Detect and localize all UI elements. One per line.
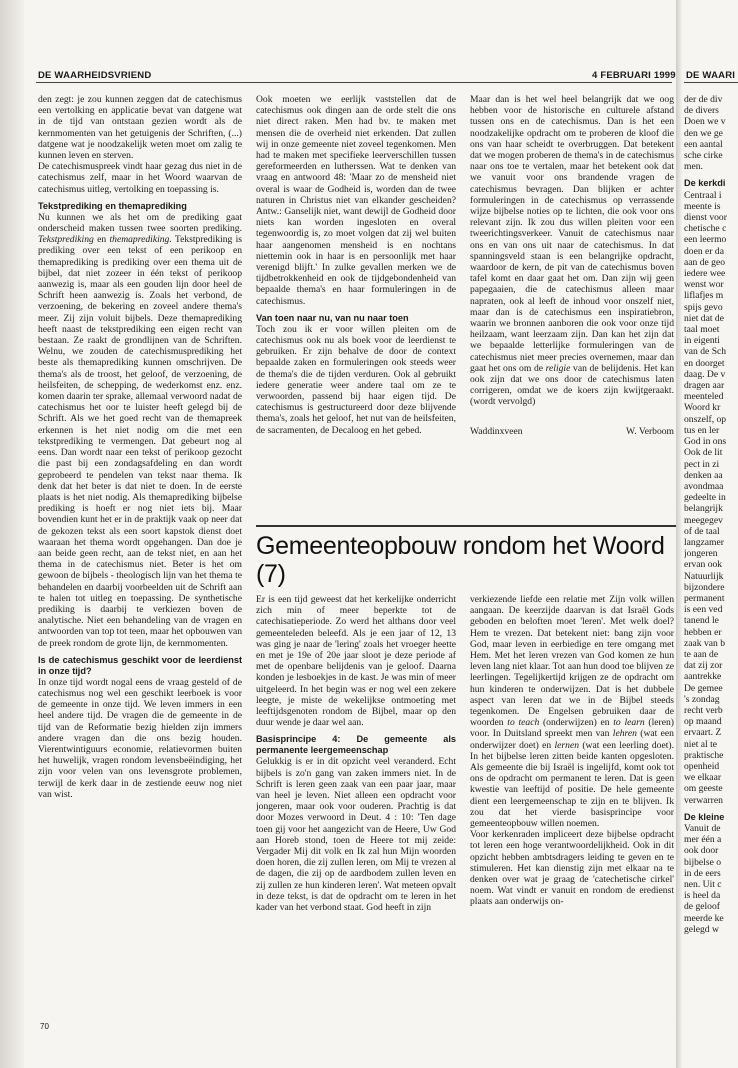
next-page-line: meenteled — [684, 391, 724, 403]
next-page-line: te aan de — [684, 648, 719, 660]
new-article-column-1 — [256, 594, 456, 1014]
publication-name: DE WAARHEIDSVRIEND — [38, 70, 152, 81]
next-page-line: meerde ke — [684, 912, 724, 924]
next-page-column — [684, 94, 738, 1054]
issue-date: 4 FEBRUARI 1999 — [592, 70, 676, 81]
next-page-line: openheid — [684, 760, 720, 772]
next-page-line: niet al te — [684, 738, 718, 750]
next-page-line: een leermo — [684, 234, 727, 246]
next-page-line: hebben er — [684, 626, 722, 638]
section-heading: Basisprincipe 4: De gemeente als permanente leergemeenschap — [256, 734, 456, 756]
section-heading: Is de catechismus geschikt voor de leerdienst in onze tijd? — [38, 654, 242, 676]
next-page-lines-c — [684, 823, 738, 935]
next-page-line: dienst voor — [684, 212, 727, 224]
next-page-line: niet dat de — [684, 312, 724, 324]
next-page-line: Doen we v — [684, 116, 726, 128]
next-page-line: avondmaa — [684, 480, 724, 492]
article-column-2 — [256, 94, 456, 512]
next-page-line: sche cirke — [684, 150, 723, 162]
section-heading: Tekstprediking en themaprediking — [38, 200, 187, 211]
next-page-line: recht verb — [684, 704, 723, 716]
next-page-line: om geeste — [684, 783, 723, 795]
paragraph: Maar dan is het wel heel belangrijk dat we oog hebben voor de historische en culturele afstand tussen ons en de catechismus. Dan is het een noodzakelijke opdracht om te proberen de kloof die ons van haar scheidt te overbruggen. Dat betekent dat we mogen proberen de thema's in de catechismus naar ons toe te vertalen, maar het betekent ook dat we vanuit voor ons brandende vragen de catechismus bevragen. Dan blijken er achter formuleringen in de catechismus op verrassende wijze bijbelse noties op te lichten, die ook voor ons relevant zijn. Ik zou dus willen pleiten voor een tweerichtingsverkeer. Vanuit de catechismus naar ons en van ons uit naar de catechismus. In dat spanningsveld staan is een belangrijke opdracht, waardoor de kern, de pit van de catechismus boven tafel komt en daar gaat het om. Dan zijn wij geen papegaaien, die de catechismus alleen maar napraten, ook al leeft de inhoud voor onszelf niet, maar dan is de catechismus een inspiratiebron, waarin we bronnen aanboren die ook voor onze tijd heilzaam, want leerzaam zijn. Dan kan het zijn dat we bepaalde letterlijke formuleringen van de catechismus niet meer precies overnemen, maar dan gaat het ons om de religie van de belijdenis. Het kan ook zijn dat we ons door de catechismus laten corrigeren, omdat we de koers zijn kwijtgeraakt. (wordt vervolgd) — [470, 94, 674, 408]
next-page-line: permanent — [684, 592, 725, 604]
next-page-line: gedeelte in — [684, 492, 726, 504]
next-page-line: 's zondag — [684, 693, 720, 705]
article-separator — [256, 525, 676, 527]
next-page-line: verwarren — [684, 794, 723, 806]
next-page-line: Ook de lit — [684, 447, 723, 459]
next-page-line: doen er da — [684, 245, 724, 257]
next-page-line: onszelf, op — [684, 413, 727, 425]
next-page-publication: DE WAARI — [686, 70, 736, 81]
next-page-heading-2: De kleine — [684, 811, 725, 822]
signature-place: Waddinxveen — [470, 425, 523, 437]
page-fold — [676, 0, 682, 1068]
paragraph: den zegt: je zou kunnen zeggen dat de catechismus een vertolking en applicatie bevat van datgene wat in de tijd van ontstaan gezien wordt als de kernmomenten van het getuigenis der Schriften, (...) datgene wat je noodzakelijk weten moet om zalig te kunnen leven en sterven. — [38, 94, 242, 162]
next-page-line: Natuurlijk — [684, 570, 724, 582]
next-page-line: chetische c — [684, 223, 727, 235]
next-page-line: daag. De v — [684, 368, 726, 380]
next-page-heading: De kerkdi — [684, 178, 726, 189]
next-page-line: bijbelse o — [684, 856, 722, 868]
next-page-line: aan de geo — [684, 256, 726, 268]
next-page-line: God in ons — [684, 436, 727, 448]
next-page-line: jongeren — [684, 548, 718, 560]
next-page-line: men. — [684, 161, 703, 173]
next-page-line: aantrekke — [684, 671, 722, 683]
next-page-line: meente is — [684, 200, 721, 212]
next-page-line: belangrijk — [684, 503, 723, 515]
paragraph: De catechismuspreek vindt haar gezag dus niet in de catechismus zelf, maar in het Woord waarvan de catechismus uitleg, vertolking en toepassing is. — [38, 161, 242, 195]
next-page-line: iedere wee — [684, 268, 726, 280]
next-page-line: den we ge — [684, 127, 723, 139]
next-page-line: en doorget — [684, 357, 725, 369]
new-article-column-2 — [470, 594, 674, 1014]
next-page-line: denken aa — [684, 469, 723, 481]
next-page-line: zaak van b — [684, 637, 726, 649]
next-page-line: Centraal i — [684, 189, 722, 201]
next-page-line: ook door — [684, 845, 719, 857]
paragraph: Nu kunnen we als het om de prediking gaat onderscheid maken tussen twee soorten prediking. Tekstprediking en themaprediking. Tekstprediking is prediking over een tekst of een perikoop en themaprediking is prediking over een thema uit de bijbel, dat niet zozeer in één tekst of perikoop aanwezig is, maar als een gouden lijn door heel de Schrift heen aanwezig is. Zoals het verbond, de verzoening, de bekering en zoveel andere thema's meer. Zij zijn voluit bijbels. Deze themaprediking heeft naast de tekstprediking een eigen recht van bestaan. Ze raakt de grondlijnen van de Schriften. Welnu, we zouden de catechismusprediking het beste als themaprediking kunnen omschrijven. De thema's als de troost, het geloof, de verzoening, de heilsfeiten, de schepping, de wederkomst enz. enz. komen daarin ter sprake, allemaal verwoord nadat de catechismus het oor te luister heeft gelegd bij de Schrift. Als we het goed recht van de themapreek erkennen is het niet nodig om die met een tekstprediking te vermengen. Dat gebeurt nog al eens. Dan wordt naar een tekst of perikoop gezocht die past bij een zondagsafdeling en dan wordt geprobeerd te pendelen van tekst naar thema. Ik denk dat het beter is dat niet te doen. In de eerste plaats is het niet nodig. Als themaprediking bijbelse prediking is hoeft er nog niet iets bij. Maar bovendien kunt het er in de praktijk vaak op neer dat de gekozen tekst als een soort kapstok dienst doet waaraan het thema wordt opgehangen. Dan doe je aan beide geen recht, aan de tekst niet, en aan het thema in de catechismus niet. Beter is het om gewoon de bijbels - theologisch lijn van het thema te behandelen en daarbij voorbeelden uit de Schrift aan te halen tot uitleg en toepassing. De synthetische prediking is daarbij te verkiezen boven de analytische. Niet een behandeling van de vragen en antwoorden van top tot teen, maar het opbouwen van de preek rondom de grote lijn, de kernmomenten. — [38, 211, 242, 649]
next-page-line: langzamer — [684, 536, 724, 548]
next-page-line: van de Sch — [684, 346, 727, 358]
next-page-line: ervaart. Z — [684, 727, 722, 739]
next-page-line: dragen aar — [684, 380, 725, 392]
paragraph: Voor kerkenraden impliceert deze bijbelse opdracht tot leren een hoge verantwoordelijkheid. Ook in dit opzicht hebben ambtsdragers leiding te geven en te stimuleren. Het kan dienstig zijn met elkaar na te denken over wat je graag de 'catechetische cirkel' noem. Wat vindt er vanuit en rondom de eredienst plaats aan onderwijs on- — [470, 829, 674, 908]
paragraph: Toch zou ik er voor willen pleiten om de catechismus ook nu als boek voor de leerdienst te gebruiken. Er zijn behalve de door de context bepaalde zaken en formuleringen ook steeds weer de thema's die de tijden verduren. Ook al gebruikt iedere generatie weer andere taal om ze te verwoorden, passend bij haar eigen tijd. De catechismus is gestructureerd door deze blijvende thema's, zoals het geloof, het nut van de heilsfeiten, de sacramenten, de Decaloog en het gebed. — [256, 323, 456, 436]
signature — [470, 426, 674, 437]
next-page-lines-b — [684, 190, 738, 806]
next-page-line: of de taal — [684, 525, 720, 537]
paragraph: verkiezende liefde een relatie met Zijn volk willen aangaan. De keerzijde daarvan is dat Israël Gods geboden en beloften moet 'leren'. Met welk doel? Hem te vrezen. Dat betekent niet: bang zijn voor God, maar leven in eerbiedige en tere omgang met Hem. Met het leren vrezen van God komen ze hun leven lang niet klaar. Tot aan hun dood toe blijven ze leerlingen. Tegelijkertijd krijgen ze de opdracht om hun kinderen te onderwijzen. Dat is het dubbele aspect van leren dat we in de Bijbel steeds tegenkomen. De Engelsen gebruiken daar de woorden to teach (onderwijzen) en to learn (leren) voor. In Duitsland spreekt men van lehren (wat een onderwijzer doet) en lernen (wat een leerling doet). In het bijbelse leren zitten beide kanten opgesloten. Als gemeente die bij Israël is ingelijfd, komt ook tot ons de opdracht om permanent te leren. Dat is geen kwestie van leeftijd of positie. De hele gemeente dient een leergemeenschap te zijn en te blijven. Ik zou dat het vierde basisprincipe voor gemeenteopbouw willen noemen. — [470, 594, 674, 830]
next-page-line: wenst wor — [684, 279, 724, 291]
next-page-line: de geloof — [684, 901, 720, 913]
page-gutter — [0, 0, 24, 1068]
article-column-1 — [38, 94, 242, 1014]
next-page-line: Woord kr — [684, 402, 721, 414]
section-heading: Van toen naar nu, van nu naar toen — [256, 312, 409, 323]
next-page-line: dat zij zor — [684, 660, 723, 672]
article-column-3 — [470, 94, 674, 512]
next-page-line: meegegev — [684, 514, 723, 526]
next-page-line: in eigenti — [684, 335, 720, 347]
next-page-line: bijzondere — [684, 581, 725, 593]
next-page-line: ervan ook — [684, 559, 723, 571]
article-title: Gemeenteopbouw rondom het Woord (7) — [256, 532, 665, 588]
page-number: 70 — [40, 1022, 49, 1031]
next-page-line: in de eers — [684, 867, 721, 879]
next-page-line: taal moet — [684, 324, 720, 336]
paragraph: In onze tijd wordt nogal eens de vraag gesteld of de catechismus nog wel een geschikt leerboek is voor de gemeente in onze tijd. We leven immers in een heel andere tijd. De vragen die de gemeente in de tijd van de Reformatie bezig hielden zijn immers andere vragen dan die ons bezig houden. Vierentwintiguurs economie, relatievormen buiten het huwelijk, vragen rondom levensbeëindiging, het zijn voor velen van ons levensgrote problemen, terwijl de kerk daar in de zestiende eeuw nog niet van wist. — [38, 676, 242, 800]
next-page-line: praktische — [684, 749, 724, 761]
next-page-line: tanend le — [684, 615, 719, 627]
next-page-line: de divers — [684, 105, 719, 117]
next-page-line: der de div — [684, 94, 723, 105]
next-page-line: is heel da — [684, 890, 721, 902]
next-page-line: pect in zi — [684, 458, 720, 470]
next-page-line: Vanuit de — [684, 823, 721, 834]
next-page-line: op maand — [684, 716, 722, 728]
next-page-line: liflafjes m — [684, 290, 724, 302]
next-page-line: een aantal — [684, 138, 723, 150]
next-page-lines-a — [684, 94, 738, 172]
next-page-line: tus en ler — [684, 424, 720, 436]
paragraph: Er is een tijd geweest dat het kerkelijke onderricht zich min of meer beperkte tot de catechisatieperiode. Zo werd het althans door veel gemeenteleden beleefd. Als je een jaar of 12, 13 was ging je naar de 'lering' zoals het vroeger heette en met je 19e of 20e jaar sloot je deze periode af met de openbare belijdenis van je geloof. Daarna konden je lesboekjes in de kast. Je was min of meer uitgeleerd. In het begin was er nog wel een zekere leegte, je miste de wekelijkse ontmoeting met leeftijdsgenoten rondom de Bijbel, maar op den duur wende je daar wel aan. — [256, 594, 456, 729]
paragraph: Gelukkig is er in dit opzicht veel veranderd. Echt bijbels is zo'n gang van zaken immers niet. In de Schrift is leren geen zaak van een paar jaar, maar van heel je leven. Niet alleen een opdracht voor jongeren, maar ook voor ouderen. Prachtig is dat door Mozes verwoord in Deut. 4 : 10: 'Ten dage toen gij voor het aangezicht van de Heere, Uw God aan Horeb stond, toen de Heere tot mij zeide: Vergader Mij dit volk en Ik zal hun Mijn woorden doen horen, die zij zullen leren, om Mij te vrezen al de dagen, die zij op de aardbodem zullen leven en zij zullen ze hun kinderen leren'. Wat meteen opvalt in deze tekst, is dat de opdracht om te leren in het kader van het verbond staat. God heeft in zijn — [256, 756, 456, 914]
next-page-line: mer één a — [684, 834, 722, 846]
next-page-line: nen. Uit c — [684, 879, 722, 891]
next-page-line: we elkaar — [684, 772, 722, 784]
paragraph: Ook moeten we eerlijk vaststellen dat de catechismus ook dingen aan de orde stelt die ons niet direct raken. Men had bv. te maken met mensen die de overheid niet erkenden. Dat zullen wij in onze gemeente niet zoveel tegenkomen. Men had te maken met specifieke leerverschillen tussen gereformeerden en lutherssen. Wat te denken van vraag en antwoord 48: 'Maar zo de mensheid niet overal is waar de Godheid is, worden dan de twee naturen in Christus niet van elkander gescheiden? Antw.: Ganselijk niet, want dewijl de Godheid door niets kan worden ingesloten en overal tegenwoordig is, zo moet volgen dat zij wel buiten haar aangenomen mensheid is en nochtans niettemin ook in haar is en persoonlijk met haar verenigd blijft.' In zulke gevallen merken we de tijdbetrokkenheid en ook de tijdgebondenheid van bepaalde thema's en haar formuleringen in de catechismus. — [256, 94, 456, 307]
next-page-line: De gemee — [684, 682, 723, 694]
signature-author: W. Verboom — [626, 425, 674, 437]
header-rule — [36, 82, 672, 83]
next-page-header-rule — [684, 82, 738, 83]
next-page-line: spijs gevo — [684, 301, 723, 313]
next-page-line: is een ved — [684, 604, 723, 616]
next-page-line: gelegd w — [684, 923, 719, 935]
